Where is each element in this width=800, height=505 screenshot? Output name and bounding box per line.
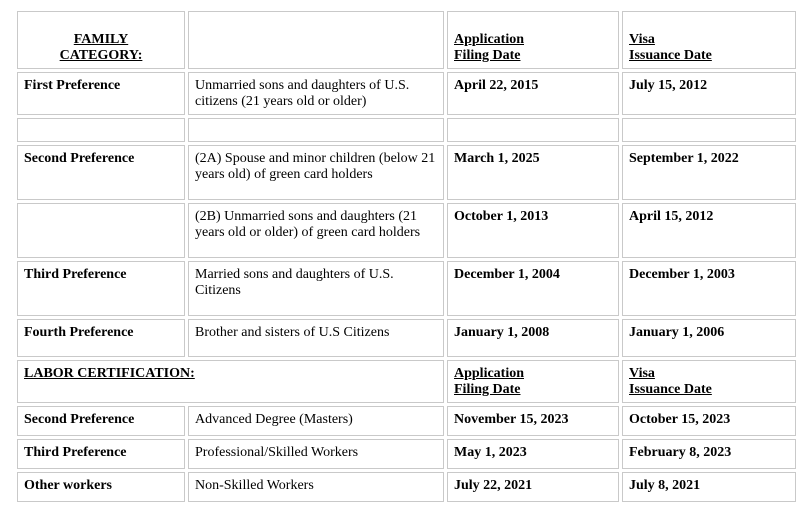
row-category: Third Preference (17, 439, 185, 469)
visa-heading-line2: Issuance Date (629, 48, 712, 63)
row-description: (2A) Spouse and minor children (below 21 years old) of green card holders (188, 145, 444, 200)
row-category: Fourth Preference (17, 319, 185, 357)
family-header-empty (188, 11, 444, 69)
row-filing-date: October 1, 2013 (447, 203, 619, 258)
row-category (17, 203, 185, 258)
row-visa-date: October 15, 2023 (622, 406, 796, 436)
row-visa-date: July 15, 2012 (622, 72, 796, 115)
labor-header-row (17, 360, 796, 403)
row-visa-date (622, 118, 796, 142)
table-row (17, 203, 796, 258)
labor-visa-date-heading (622, 360, 796, 403)
row-filing-date: April 22, 2015 (447, 72, 619, 115)
row-description (188, 118, 444, 142)
visa-heading-line1: Visa (629, 32, 655, 47)
table-row (17, 145, 796, 200)
family-heading-line1: FAMILY (73, 32, 129, 47)
table-row (17, 472, 796, 502)
filing-heading-line1: Application (454, 32, 525, 47)
table-row (17, 72, 796, 115)
labor-certification-heading: LABOR CERTIFICATION: (17, 360, 444, 403)
row-filing-date: December 1, 2004 (447, 261, 619, 316)
family-visa-date-heading (622, 11, 796, 69)
row-filing-date: March 1, 2025 (447, 145, 619, 200)
filing-heading-line1: Application (454, 366, 525, 381)
row-visa-date: February 8, 2023 (622, 439, 796, 469)
table-row (17, 406, 796, 436)
row-visa-date: December 1, 2003 (622, 261, 796, 316)
row-category: Other workers (17, 472, 185, 502)
row-description: Brother and sisters of U.S Citizens (188, 319, 444, 357)
filing-heading-line2: Filing Date (454, 48, 521, 63)
table-row (17, 439, 796, 469)
row-description: Unmarried sons and daughters of U.S. citizens (21 years old or older) (188, 72, 444, 115)
row-filing-date: May 1, 2023 (447, 439, 619, 469)
row-visa-date: January 1, 2006 (622, 319, 796, 357)
row-description: (2B) Unmarried sons and daughters (21 years old or older) of green card holders (188, 203, 444, 258)
family-heading-line2: CATEGORY: (59, 48, 143, 63)
visa-heading-line2: Issuance Date (629, 382, 712, 397)
row-category (17, 118, 185, 142)
family-category-heading (17, 11, 185, 69)
row-description: Professional/Skilled Workers (188, 439, 444, 469)
family-header-row (17, 11, 796, 69)
filing-heading-line2: Filing Date (454, 382, 521, 397)
row-description: Married sons and daughters of U.S. Citizens (188, 261, 444, 316)
row-filing-date (447, 118, 619, 142)
row-category: Second Preference (17, 145, 185, 200)
table-row (17, 319, 796, 357)
row-category: First Preference (17, 72, 185, 115)
table-row (17, 261, 796, 316)
row-description: Non-Skilled Workers (188, 472, 444, 502)
row-category: Second Preference (17, 406, 185, 436)
family-filing-date-heading (447, 11, 619, 69)
row-filing-date: November 15, 2023 (447, 406, 619, 436)
row-visa-date: April 15, 2012 (622, 203, 796, 258)
visa-bulletin-table (14, 8, 799, 505)
row-filing-date: January 1, 2008 (447, 319, 619, 357)
row-filing-date: July 22, 2021 (447, 472, 619, 502)
row-visa-date: September 1, 2022 (622, 145, 796, 200)
labor-filing-date-heading (447, 360, 619, 403)
row-visa-date: July 8, 2021 (622, 472, 796, 502)
row-category: Third Preference (17, 261, 185, 316)
table-row-spacer (17, 118, 796, 142)
visa-bulletin-table-wrapper (14, 8, 799, 505)
row-description: Advanced Degree (Masters) (188, 406, 444, 436)
visa-heading-line1: Visa (629, 366, 655, 381)
